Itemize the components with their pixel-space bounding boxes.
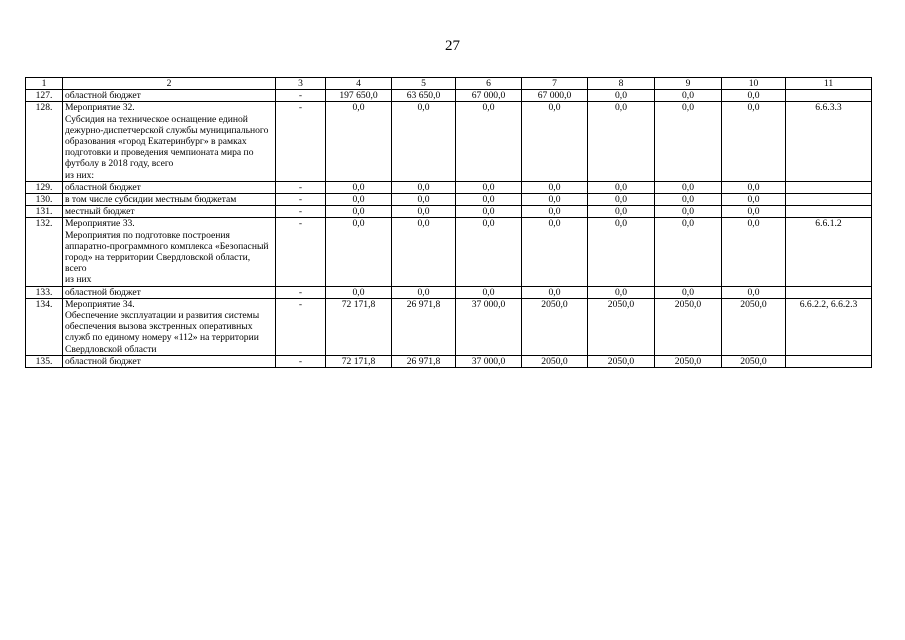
page-number: 27 [445,38,460,54]
value-cell: 63 650,0 [392,90,456,102]
table-row [26,102,872,181]
column-header: 5 [392,78,456,90]
value-cell: 2050,0 [522,298,588,355]
row-description: областной бюджет [63,286,276,298]
row-number: 134. [26,298,63,355]
row-description: областной бюджет [63,90,276,102]
value-cell: 0,0 [456,102,522,181]
table-row [26,298,872,355]
value-cell: 0,0 [655,218,722,286]
row-number: 129. [26,181,63,193]
value-cell: 0,0 [588,206,655,218]
row-number: 135. [26,355,63,367]
column-header: 4 [326,78,392,90]
row-description: местный бюджет [63,206,276,218]
value-cell: 0,0 [326,286,392,298]
value-cell: 0,0 [655,90,722,102]
value-cell: 0,0 [588,90,655,102]
value-cell: 37 000,0 [456,355,522,367]
value-cell: 0,0 [655,206,722,218]
value-cell: 2050,0 [722,355,786,367]
value-cell: 0,0 [722,90,786,102]
value-cell: 0,0 [392,286,456,298]
value-cell: 0,0 [326,206,392,218]
value-cell: 2050,0 [588,355,655,367]
column-3-cell: - [276,218,326,286]
value-cell: 0,0 [326,102,392,181]
value-cell: 197 650,0 [326,90,392,102]
value-cell: 0,0 [722,206,786,218]
value-cell: 26 971,8 [392,298,456,355]
column-3-cell: - [276,286,326,298]
value-cell: 0,0 [456,194,522,206]
row-number: 133. [26,286,63,298]
value-cell: 0,0 [326,181,392,193]
value-cell: 0,0 [522,206,588,218]
row-number: 130. [26,194,63,206]
value-cell: 0,0 [722,286,786,298]
row-description: Мероприятие 33. Мероприятия по подготовке построения аппаратно-программного комплекса «Безопасный город» на территории Свердловской области, всего из них [63,218,276,286]
table-row [26,90,872,102]
value-cell: 0,0 [392,181,456,193]
value-cell: 67 000,0 [456,90,522,102]
value-cell: 0,0 [722,194,786,206]
row-description: в том числе субсидии местным бюджетам [63,194,276,206]
goal-code-cell: 6.6.1.2 [786,218,872,286]
value-cell: 0,0 [392,102,456,181]
value-cell: 2050,0 [655,355,722,367]
table-row [26,194,872,206]
value-cell: 0,0 [392,206,456,218]
column-header: 2 [63,78,276,90]
row-number: 127. [26,90,63,102]
value-cell: 0,0 [392,194,456,206]
column-3-cell: - [276,181,326,193]
value-cell: 0,0 [655,181,722,193]
column-header: 1 [26,78,63,90]
goal-code-cell [786,194,872,206]
value-cell: 0,0 [326,194,392,206]
value-cell: 0,0 [522,194,588,206]
value-cell: 0,0 [655,102,722,181]
value-cell: 2050,0 [722,298,786,355]
column-3-cell: - [276,90,326,102]
value-cell: 0,0 [722,102,786,181]
value-cell: 0,0 [588,218,655,286]
table-row [26,218,872,286]
column-header: 6 [456,78,522,90]
value-cell: 0,0 [456,218,522,286]
column-3-cell: - [276,194,326,206]
value-cell: 72 171,8 [326,298,392,355]
table-row [26,181,872,193]
value-cell: 0,0 [392,218,456,286]
column-3-cell: - [276,102,326,181]
table-row [26,206,872,218]
value-cell: 2050,0 [655,298,722,355]
value-cell: 26 971,8 [392,355,456,367]
value-cell: 0,0 [456,206,522,218]
row-description: областной бюджет [63,355,276,367]
row-number: 128. [26,102,63,181]
column-3-cell: - [276,298,326,355]
value-cell: 0,0 [722,181,786,193]
value-cell: 72 171,8 [326,355,392,367]
value-cell: 0,0 [522,286,588,298]
goal-code-cell [786,90,872,102]
value-cell: 0,0 [588,286,655,298]
goal-code-cell: 6.6.3.3 [786,102,872,181]
column-header: 10 [722,78,786,90]
value-cell: 0,0 [456,181,522,193]
row-number: 131. [26,206,63,218]
value-cell: 37 000,0 [456,298,522,355]
value-cell: 2050,0 [522,355,588,367]
goal-code-cell [786,355,872,367]
value-cell: 0,0 [722,218,786,286]
row-description: областной бюджет [63,181,276,193]
header-row [26,78,872,90]
column-3-cell: - [276,206,326,218]
value-cell: 0,0 [588,194,655,206]
table-row [26,355,872,367]
value-cell: 0,0 [522,181,588,193]
value-cell: 0,0 [326,218,392,286]
row-description: Мероприятие 34. Обеспечение эксплуатации и развития системы обеспечения вызова экстренных оперативных служб по единому номеру «112» на территории Свердловской области [63,298,276,355]
table-row [26,286,872,298]
column-header: 7 [522,78,588,90]
goal-code-cell: 6.6.2.2, 6.6.2.3 [786,298,872,355]
value-cell: 2050,0 [588,298,655,355]
column-header: 9 [655,78,722,90]
column-header: 3 [276,78,326,90]
value-cell: 0,0 [456,286,522,298]
value-cell: 0,0 [588,102,655,181]
value-cell: 0,0 [588,181,655,193]
goal-code-cell [786,286,872,298]
column-3-cell: - [276,355,326,367]
value-cell: 0,0 [655,286,722,298]
row-number: 132. [26,218,63,286]
value-cell: 0,0 [522,102,588,181]
value-cell: 67 000,0 [522,90,588,102]
budget-table [25,77,872,368]
value-cell: 0,0 [522,218,588,286]
column-header: 11 [786,78,872,90]
goal-code-cell [786,181,872,193]
value-cell: 0,0 [655,194,722,206]
column-header: 8 [588,78,655,90]
row-description: Мероприятие 32. Субсидия на техническое оснащение единой дежурно-диспетчерской службы муниципального образования «город Екатеринбург» в рамках подготовки и проведения чемпионата мира по футболу в 2018 году, всего из них: [63,102,276,181]
goal-code-cell [786,206,872,218]
